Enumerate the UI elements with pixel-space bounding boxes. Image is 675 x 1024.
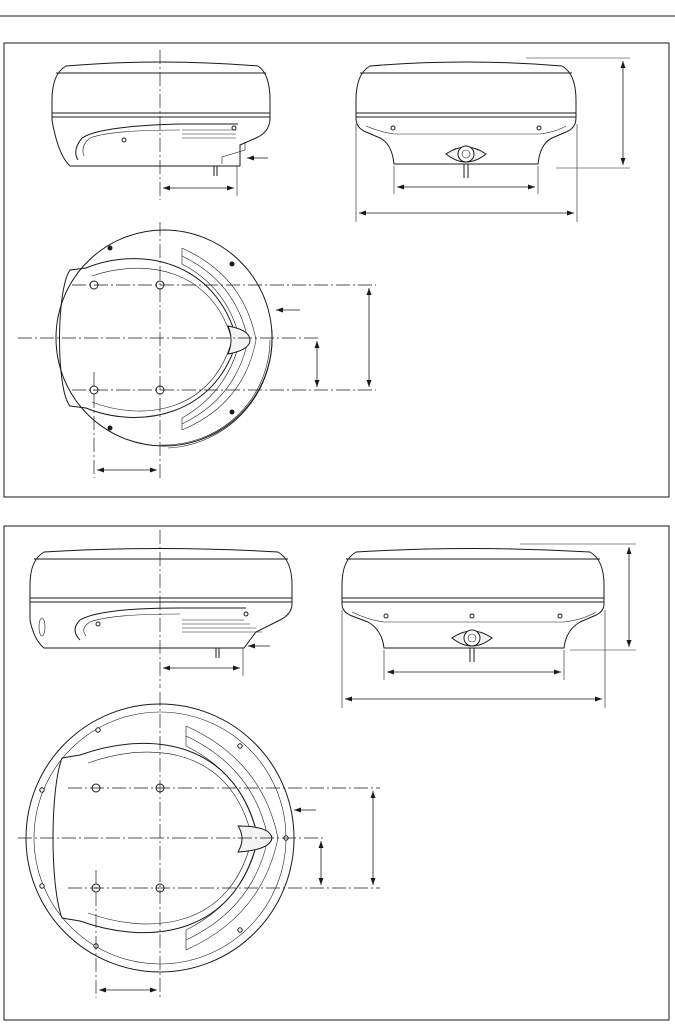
lower-front-view — [342, 544, 636, 708]
upper-base-plan-view — [18, 222, 376, 478]
lower-side-view — [30, 530, 292, 688]
upper-figure-panel — [4, 43, 669, 497]
lower-figure-panel — [4, 526, 669, 1020]
lower-base-plan-view — [18, 692, 380, 998]
upper-side-view — [52, 50, 270, 200]
upper-front-view — [356, 58, 630, 222]
